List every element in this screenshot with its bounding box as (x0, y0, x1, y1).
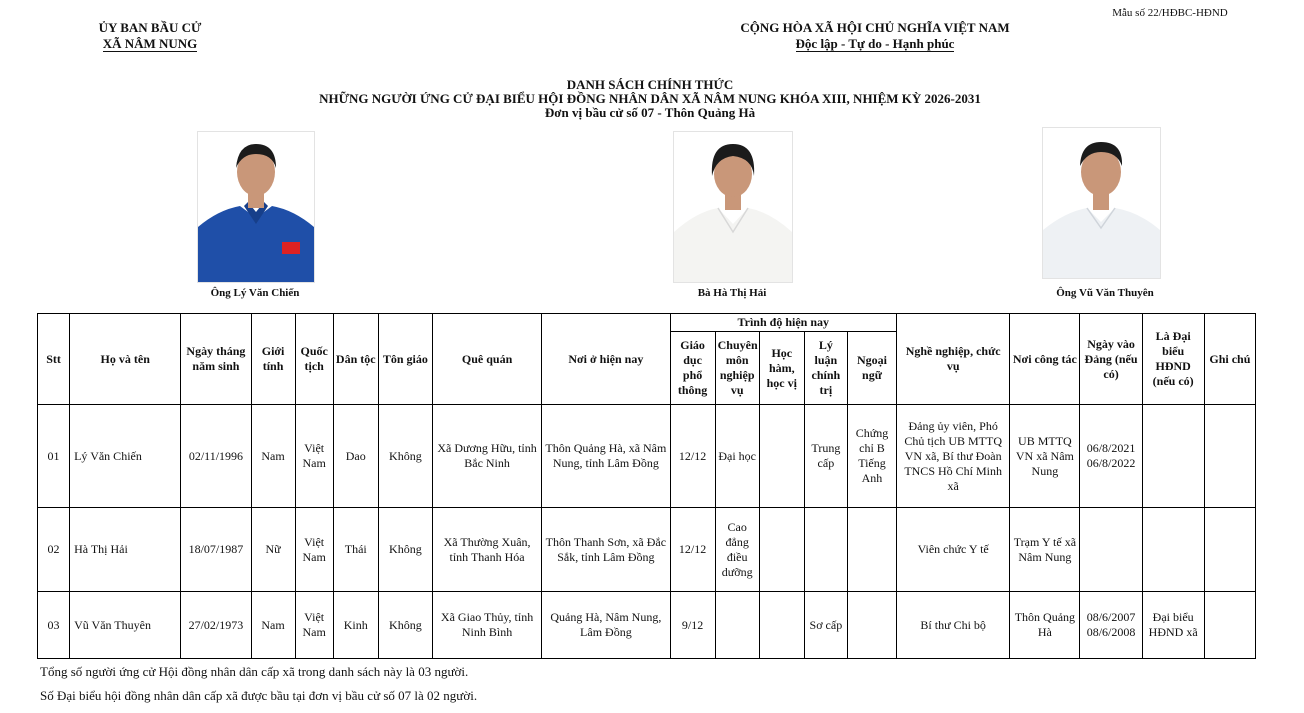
cell-political: Sơ cấp (804, 592, 847, 659)
header-party-date: Ngày vào Đảng (nếu có) (1080, 314, 1142, 405)
cell-hometown: Xã Thường Xuân, tỉnh Thanh Hóa (432, 508, 541, 592)
cell-dob: 27/02/1973 (181, 592, 251, 659)
header-occupation: Nghề nghiệp, chức vụ (897, 314, 1010, 405)
cell-professional (715, 592, 759, 659)
header-residence: Nơi ở hiện nay (542, 314, 670, 405)
header-nationality: Quốc tịch (295, 314, 333, 405)
table-row (38, 508, 1256, 592)
header-academic: Học hàm, học vị (759, 332, 804, 405)
form-number: Mẫu số 22/HĐBC-HĐND (1112, 7, 1228, 19)
cell-professional: Đại học (715, 405, 759, 508)
cell-residence: Thôn Quảng Hà, xã Nâm Nung, tỉnh Lâm Đồng (542, 405, 670, 508)
cell-stt: 03 (38, 592, 70, 659)
document-title (200, 78, 1100, 120)
header-delegate: Là Đại biểu HĐND (nếu có) (1142, 314, 1204, 405)
organization-block (70, 20, 230, 52)
nation-motto: Độc lập - Tự do - Hạnh phúc (795, 36, 955, 51)
cell-political (804, 508, 847, 592)
cell-workplace: UB MTTQ VN xã Nâm Nung (1010, 405, 1080, 508)
cell-language (847, 592, 896, 659)
cell-nationality: Việt Nam (295, 592, 333, 659)
cell-delegate (1142, 405, 1204, 508)
cell-academic (759, 592, 804, 659)
cell-general-education: 12/12 (670, 405, 715, 508)
cell-workplace: Thôn Quảng Hà (1010, 592, 1080, 659)
table-row (38, 405, 1256, 508)
cell-gender: Nữ (251, 508, 295, 592)
cell-party-date: 06/8/2021 06/8/2022 (1080, 405, 1142, 508)
cell-occupation: Bí thư Chi bộ (897, 592, 1010, 659)
cell-stt: 02 (38, 508, 70, 592)
national-heading (700, 20, 1050, 52)
cell-workplace: Trạm Y tế xã Nâm Nung (1010, 508, 1080, 592)
cell-nationality: Việt Nam (295, 405, 333, 508)
cell-general-education: 9/12 (670, 592, 715, 659)
cell-occupation: Viên chức Y tế (897, 508, 1010, 592)
header-dob: Ngày tháng năm sinh (181, 314, 251, 405)
candidate-photo-1 (197, 131, 315, 283)
cell-professional: Cao đẳng điều dưỡng (715, 508, 759, 592)
header-political: Lý luận chính trị (804, 332, 847, 405)
organization-line-1: ỦY BAN BẦU CỬ (98, 20, 202, 35)
header-name: Họ và tên (70, 314, 181, 405)
cell-gender: Nam (251, 592, 295, 659)
cell-religion: Không (378, 405, 432, 508)
cell-academic (759, 508, 804, 592)
header-ethnicity: Dân tộc (333, 314, 378, 405)
cell-ethnicity: Kinh (333, 592, 378, 659)
title-line-2: NHỮNG NGƯỜI ỨNG CỬ ĐẠI BIỂU HỘI ĐỒNG NHÂN DÂN XÃ NÂM NUNG KHÓA XIII, NHIỆM KỲ 2026-2031 (319, 91, 981, 106)
cell-dob: 18/07/1987 (181, 508, 251, 592)
cell-general-education: 12/12 (670, 508, 715, 592)
photo-caption-3: Ông Vũ Văn Thuyên (1056, 287, 1154, 299)
header-professional: Chuyên môn nghiệp vụ (715, 332, 759, 405)
cell-delegate: Đại biểu HĐND xã (1142, 592, 1204, 659)
header-religion: Tôn giáo (378, 314, 432, 405)
organization-line-2: XÃ NÂM NUNG (102, 36, 198, 51)
cell-stt: 01 (38, 405, 70, 508)
cell-language (847, 508, 896, 592)
cell-nationality: Việt Nam (295, 508, 333, 592)
cell-academic (759, 405, 804, 508)
cell-dob: 02/11/1996 (181, 405, 251, 508)
header-language: Ngoại ngữ (847, 332, 896, 405)
candidate-photo-2 (673, 131, 793, 283)
header-hometown: Quê quán (432, 314, 541, 405)
cell-religion: Không (378, 508, 432, 592)
cell-residence: Quảng Hà, Nâm Nung, Lâm Đồng (542, 592, 670, 659)
cell-notes (1204, 592, 1255, 659)
cell-delegate (1142, 508, 1204, 592)
footer-total-candidates: Tổng số người ứng cử Hội đồng nhân dân cấp xã trong danh sách này là 03 người. (40, 664, 469, 679)
cell-occupation: Đảng ủy viên, Phó Chủ tịch UB MTTQ VN xã, Bí thư Đoàn TNCS Hồ Chí Minh xã (897, 405, 1010, 508)
cell-notes (1204, 508, 1255, 592)
header-workplace: Nơi công tác (1010, 314, 1080, 405)
photo-caption-1: Ông Lý Văn Chiến (210, 287, 300, 299)
cell-party-date (1080, 508, 1142, 592)
cell-name: Vũ Văn Thuyên (70, 592, 181, 659)
candidate-photo-3 (1042, 127, 1161, 279)
cell-ethnicity: Thái (333, 508, 378, 592)
cell-gender: Nam (251, 405, 295, 508)
footer-elected-count: Số Đại biểu hội đồng nhân dân cấp xã được bầu tại đơn vị bầu cử số 07 là 02 người. (40, 688, 478, 703)
cell-name: Lý Văn Chiến (70, 405, 181, 508)
header-gender: Giới tính (251, 314, 295, 405)
title-line-1: DANH SÁCH CHÍNH THỨC (566, 77, 734, 92)
cell-party-date: 08/6/2007 08/6/2008 (1080, 592, 1142, 659)
cell-notes (1204, 405, 1255, 508)
cell-residence: Thôn Thanh Sơn, xã Đắc Sắk, tỉnh Lâm Đồng (542, 508, 670, 592)
title-line-3: Đơn vị bầu cử số 07 - Thôn Quảng Hà (544, 105, 756, 120)
header-general-education: Giáo dục phổ thông (670, 332, 715, 405)
nation-line-1: CỘNG HÒA XÃ HỘI CHỦ NGHĨA VIỆT NAM (740, 20, 1010, 35)
header-notes: Ghi chú (1204, 314, 1255, 405)
header-stt: Stt (38, 314, 70, 405)
cell-ethnicity: Dao (333, 405, 378, 508)
photo-caption-2: Bà Hà Thị Hải (697, 287, 767, 299)
header-education-group: Trình độ hiện nay (670, 314, 897, 332)
cell-religion: Không (378, 592, 432, 659)
table-row (38, 592, 1256, 659)
cell-name: Hà Thị Hải (70, 508, 181, 592)
cell-language: Chứng chỉ B Tiếng Anh (847, 405, 896, 508)
cell-political: Trung cấp (804, 405, 847, 508)
cell-hometown: Xã Giao Thủy, tỉnh Ninh Bình (432, 592, 541, 659)
cell-hometown: Xã Dương Hữu, tỉnh Bắc Ninh (432, 405, 541, 508)
candidate-table (37, 313, 1256, 659)
